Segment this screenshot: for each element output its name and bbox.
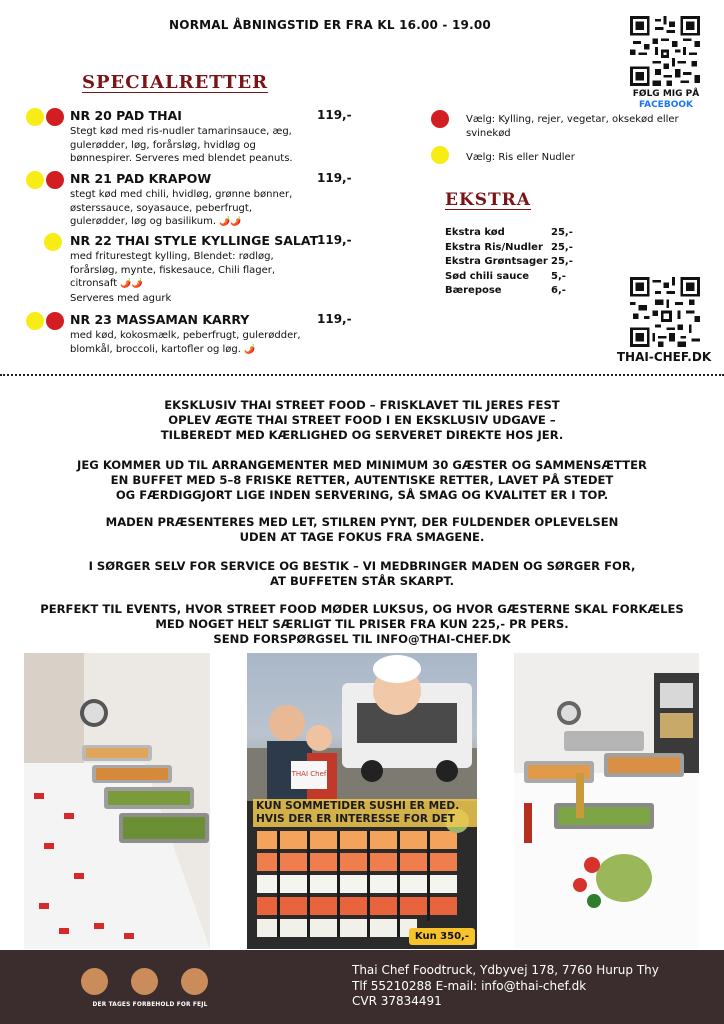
dish-item xyxy=(70,233,400,305)
extra-name: Ekstra Grøntsager xyxy=(445,256,548,268)
disclaimer: DER TAGES FORBEHOLD FOR FEJL xyxy=(92,1002,208,1008)
dish-name: NR 23 MASSAMAN KARRY xyxy=(70,312,250,327)
dish-name: NR 22 THAI STYLE KYLLINGE SALAT xyxy=(70,233,319,248)
list-item xyxy=(445,241,573,256)
dish-price: 119,- xyxy=(317,108,352,122)
promo-line: AT BUFFETEN STÅR SKARPT. xyxy=(269,574,455,588)
buffet-table-image xyxy=(514,653,699,949)
opening-hours: NORMAL ÅBNINGSTID ER FRA KL 16.00 - 19.00 xyxy=(169,18,491,32)
list-item xyxy=(445,255,573,270)
yellow-dot-icon xyxy=(26,312,44,330)
extra-price: 6,- xyxy=(551,285,566,297)
contact-address: Thai Chef Foodtruck, Ydbyvej 178, 7760 Hurup Thy xyxy=(352,963,659,977)
dish-description xyxy=(70,125,308,166)
extra-name: Bærepose xyxy=(445,285,502,297)
buffet-photo-right xyxy=(514,653,699,949)
chili-icon: 🌶️🌶️ xyxy=(120,279,143,290)
qr-code-website[interactable] xyxy=(630,277,700,347)
promo-line: PERFEKT TIL EVENTS, HVOR STREET FOOD MØDER LUKSUS, OG HVOR GÆSTERNE SKAL FORKÆLES xyxy=(40,602,684,616)
promo-line: I SØRGER SELV FOR SERVICE OG BESTIK – VI MEDBRINGER MADEN OG SØRGER FOR, xyxy=(88,559,636,573)
chili-icon: 🌶️🌶️ xyxy=(219,217,242,228)
legend-yellow: Vælg: Ris eller Nudler xyxy=(466,152,575,163)
qr-code-icon xyxy=(630,277,700,347)
qr-label-facebook xyxy=(616,89,716,111)
promo-line: UDEN AT TAGE FOKUS FRA SMAGENE. xyxy=(239,530,485,544)
promo-line: MADEN PRÆSENTERES MED LET, STILREN PYNT, DER FULDENDER OPLEVELSEN xyxy=(105,515,619,529)
dish-name: NR 20 PAD THAI xyxy=(70,108,182,123)
qr-label-line1: FØLG MIG PÅ xyxy=(632,89,700,99)
qr-label-website: THAI-CHEF.DK xyxy=(616,350,712,364)
ekstra-list xyxy=(445,226,573,299)
promo-paragraph-5 xyxy=(20,602,704,647)
qr-code-facebook[interactable] xyxy=(630,16,700,86)
sushi-caption-line2: HVIS DER ER INTERESSE FOR DET xyxy=(256,813,455,825)
buffet-photo-left xyxy=(24,653,210,949)
extra-price: 25,- xyxy=(551,241,573,253)
contact-cvr: CVR 37834491 xyxy=(352,994,442,1008)
truck-sign: THAI Chef xyxy=(291,770,327,778)
legend-red: Vælg: Kylling, rejer, vegetar, oksekød eller svinekød xyxy=(466,114,679,139)
extra-price: 25,- xyxy=(551,256,573,268)
promo-paragraph-4 xyxy=(20,559,704,589)
promo-line: EKSKLUSIV THAI STREET FOOD – FRISKLAVET TIL JERES FEST xyxy=(164,398,560,412)
qr-code-icon xyxy=(630,16,700,86)
ekstra-title: EKSTRA xyxy=(445,190,531,210)
chili-icon: 🌶️ xyxy=(244,344,256,355)
dotted-divider xyxy=(0,374,724,376)
footer xyxy=(0,950,724,1024)
list-item xyxy=(445,270,573,285)
dish-item xyxy=(70,171,400,230)
buffet-table-image xyxy=(24,653,210,949)
decorative-circle-icon xyxy=(81,968,108,995)
yellow-dot-icon xyxy=(26,108,44,126)
dish-desc-text: med friturestegt kylling, Blendet: rødløg, forårsløg, mynte, fiskesauce, Chili flager, citronsaft xyxy=(70,251,276,290)
promo-line: TILBEREDT MED KÆRLIGHED OG SERVERET DIREKTE HOS JER. xyxy=(160,428,564,442)
dish-item xyxy=(70,108,400,166)
red-dot-icon xyxy=(46,171,64,189)
yellow-dot-icon xyxy=(44,233,62,251)
contact-info xyxy=(352,963,662,1010)
dish-desc-extra: Serveres med agurk xyxy=(70,292,172,304)
sushi-caption-line1: KUN SOMMETIDER SUSHI ER MED. xyxy=(256,800,460,812)
promo-line: JEG KOMMER UD TIL ARRANGEMENTER MED MINIMUM 30 GÆSTER OG SAMMENSÆTTER xyxy=(77,458,647,472)
dish-desc-text: stegt kød med chili, hvidløg, grønne bønner, østerssauce, soyasauce, peberfrugt, gulerødder, løg og basilikum. xyxy=(70,189,293,228)
red-dot-icon xyxy=(46,108,64,126)
dish-price: 119,- xyxy=(317,171,352,185)
red-dot-icon xyxy=(46,312,64,330)
contact-phone-email[interactable]: Tlf 55210288 E-mail: info@thai-chef.dk xyxy=(352,978,587,993)
promo-paragraph-1 xyxy=(20,398,704,443)
qr-label-line2: FACEBOOK xyxy=(639,100,693,110)
dish-description xyxy=(70,329,308,357)
decorative-circle-icon xyxy=(181,968,208,995)
promo-line: EN BUFFET MED 5–8 FRISKE RETTER, AUTENTISKE RETTER, LAVET PÅ STEDET xyxy=(110,473,614,487)
extra-price: 5,- xyxy=(551,270,566,282)
promo-line: OG FÆRDIGGJORT LIGE INDEN SERVERING, SÅ SMAG OG KVALITET ER I TOP. xyxy=(115,488,609,502)
promo-line: OPLEV ÆGTE THAI STREET FOOD I EN EKSKLUSIV UDGAVE – xyxy=(168,413,556,427)
extra-price: 25,- xyxy=(551,227,573,238)
specialretter-title: SPECIALRETTER xyxy=(82,72,269,93)
dish-desc-text: Stegt kød med ris-nudler tamarinsauce, æg, gulerødder, løg, forårsløg, hvidløg og bønnespirer. Serveres med blendet peanuts. xyxy=(70,126,293,165)
dish-description xyxy=(70,188,308,230)
dish-desc-text: med kød, kokosmælk, peberfrugt, gulerødder, blomkål, broccoli, kartofler og løg. xyxy=(70,330,301,355)
yellow-dot-icon xyxy=(431,146,449,164)
promo-line: MED NOGET HELT SÆRLIGT TIL PRISER FRA KUN 225,- PR PERS. xyxy=(155,617,569,631)
red-dot-icon xyxy=(431,110,449,128)
extra-name: Ekstra kød xyxy=(445,227,505,238)
foodtruck-illustration xyxy=(247,653,477,801)
extra-name: Ekstra Ris/Nudler xyxy=(445,241,543,253)
dish-name: NR 21 PAD KRAPOW xyxy=(70,171,212,186)
decorative-circle-icon xyxy=(131,968,158,995)
promo-paragraph-2 xyxy=(20,458,704,503)
foodtruck-sushi-photo xyxy=(247,653,477,949)
promo-line: SEND FORSPØRGSEL TIL INFO@THAI-CHEF.DK xyxy=(213,632,511,646)
yellow-dot-icon xyxy=(26,171,44,189)
sushi-price-badge: Kun 350,- xyxy=(409,928,475,945)
sushi-caption xyxy=(253,799,477,827)
dish-description xyxy=(70,250,308,305)
foodtruck-image xyxy=(247,653,477,801)
extra-name: Sød chili sauce xyxy=(445,270,530,282)
dish-item xyxy=(70,312,400,357)
dish-price: 119,- xyxy=(317,233,352,247)
list-item xyxy=(445,226,573,241)
list-item xyxy=(445,284,573,299)
promo-paragraph-3 xyxy=(20,515,704,545)
dish-price: 119,- xyxy=(317,312,352,326)
